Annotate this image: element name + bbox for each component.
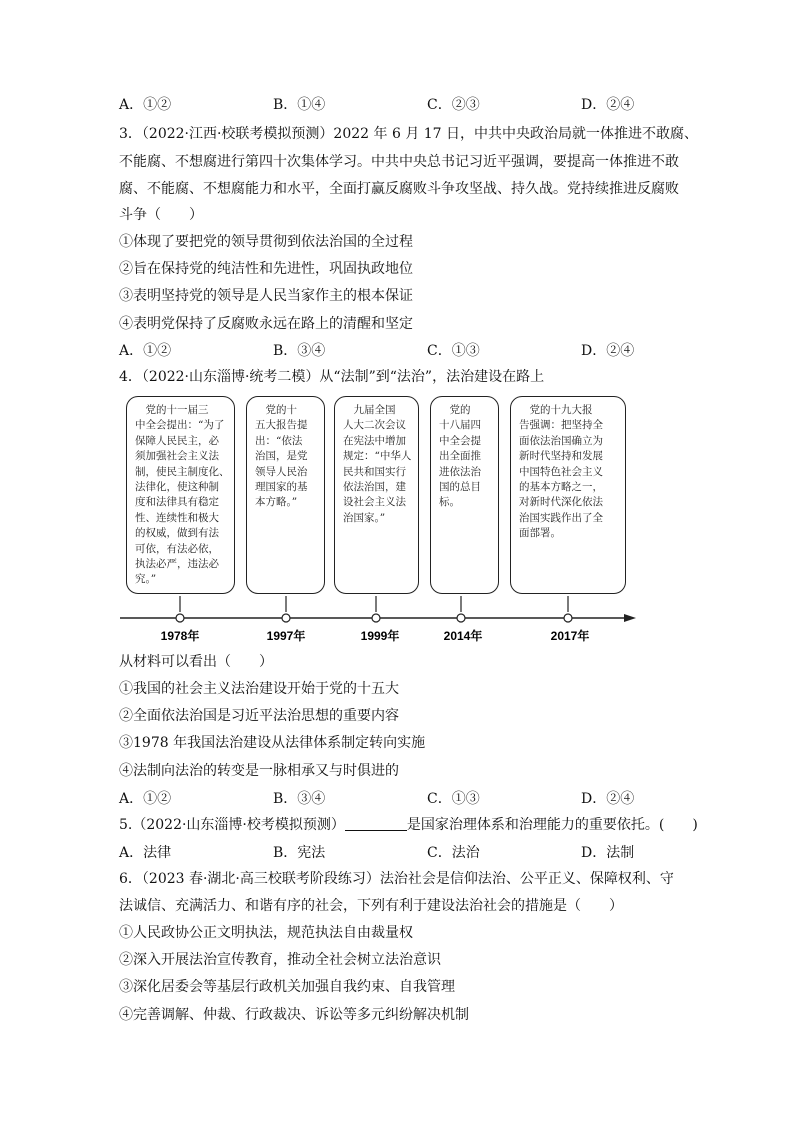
node-2017 [564, 614, 572, 622]
q2-options [119, 94, 679, 114]
timeline-bubble-1997: 党的十 五大报告提 出：“依法 治国，是党 领导人民治 理国家的基 本方略。” [246, 396, 325, 594]
q6-statement-2: ②深入开展法治宣传教育，推动全社会树立法治意识 [119, 952, 441, 968]
q4-statement-3: ③1978 年我国法治建设从法律体系制定转向实施 [119, 735, 426, 751]
q4-option-d[interactable]: D．②④ [581, 791, 635, 807]
timeline-bubble-1999: 九届全国 人大二次会议 在宪法中增加 规定：“中华人 民共和国实行 依法治国，建 设社会主义法 治国家。” [334, 396, 419, 594]
year-label-1999: 1999年 [360, 629, 400, 643]
q3-option-b[interactable]: B．③④ [273, 343, 326, 359]
q4-stem: 4．（2022·山东淄博·统考二模）从“法制”到“法治”，法治建设在路上 [119, 369, 545, 385]
q4-option-b[interactable]: B．③④ [273, 791, 326, 807]
year-label-2017: 2017年 [550, 629, 590, 643]
q6-statement-4: ④完善调解、仲裁、行政裁决、诉讼等多元纠纷解决机制 [119, 1007, 469, 1023]
q3-statement-1: ①体现了要把党的领导贯彻到依法治国的全过程 [119, 234, 413, 250]
timeline-bubble-1978: 党的十一届三 中全会提出：“为了 保障人民民主，必 须加强社会主义法 制，使民主制度化、 法律化，使这种制 度和法律具有稳定 性、连续性和极大 的权威，做到有法 可依，有法必依， 执法必严，违法必 究。” [126, 396, 235, 594]
q4-option-a[interactable]: A．①② [119, 791, 172, 807]
q2-option-d[interactable]: D．②④ [581, 97, 635, 113]
q3-statement-3: ③表明坚持党的领导是人民当家作主的根本保证 [119, 288, 413, 304]
q4-options [119, 788, 679, 808]
node-1999 [372, 614, 380, 622]
q3-option-c[interactable]: C．①③ [427, 343, 480, 359]
q6-statement-3: ③深化居委会等基层行政机关加强自我约束、自我管理 [119, 979, 455, 995]
q4-option-c[interactable]: C．①③ [427, 791, 480, 807]
q5-suffix: 是国家治理体系和治理能力的重要依托。( ) [406, 817, 698, 833]
q6-stem-line-1: 6．（2023 春·湖北·高三校联考阶段练习）法治社会是信仰法治、公平正义、保障权利、守 [119, 871, 674, 887]
q4-statement-1: ①我国的社会主义法治建设开始于党的十五大 [119, 681, 399, 697]
q6-stem-line-2: 法诚信、充满活力、和谐有序的社会，下列有利于建设法治社会的措施是（ ） [119, 898, 623, 914]
q5-option-b[interactable]: B．宪法 [273, 845, 326, 861]
q2-option-a[interactable]: A．①② [119, 97, 172, 113]
q3-stem-line-1: 3．（2022·江西·校联考模拟预测）2022 年 6 月 17 日，中共中央政治局就一体推进不敢腐、 [119, 126, 699, 142]
q5-stem [119, 815, 698, 835]
q2-option-c[interactable]: C．②③ [427, 97, 480, 113]
q5-options [119, 842, 679, 862]
q5-prefix: 5.（2022·山东淄博·校考模拟预测） [119, 817, 345, 833]
q4-statement-2: ②全面依法治国是习近平法治思想的重要内容 [119, 708, 399, 724]
q5-option-c[interactable]: C．法治 [427, 845, 480, 861]
q2-option-b[interactable]: B．①④ [273, 97, 326, 113]
q4-statement-4: ④法制向法治的转变是一脉相承又与时俱进的 [119, 763, 399, 779]
q3-stem-line-3: 腐、不能腐、不想腐能力和水平，全面打赢反腐败斗争攻坚战、持久战。党持续推进反腐败 [119, 181, 679, 197]
timeline-axis [118, 596, 638, 646]
node-1978 [176, 614, 184, 622]
q5-answer-blank[interactable] [345, 816, 407, 831]
q6-statement-1: ①人民政协公正文明执法，规范执法自由裁量权 [119, 925, 413, 941]
timeline-bubble-2017: 党的十九大报 告强调：把坚持全 面依法治国确立为 新时代坚持和发展 中国特色社会主义 的基本方略之一， 对新时代深化依法 治国实践作出了全 面部署。 [510, 396, 626, 594]
node-1997 [282, 614, 290, 622]
q5-option-a[interactable]: A．法律 [119, 845, 172, 861]
q3-stem-line-2: 不能腐、不想腐进行第四十次集体学习。中共中央总书记习近平强调，要提高一体推进不敢 [119, 154, 679, 170]
year-label-1978: 1978年 [160, 629, 200, 643]
q4-question: 从材料可以看出（ ） [119, 654, 273, 670]
timeline-bubble-2014: 党的 十八届四 中全会提 出全面推 进依法治 国的总目 标。 [430, 396, 499, 594]
q5-option-d[interactable]: D．法制 [581, 845, 635, 861]
axis-arrow-icon [624, 614, 636, 622]
q3-option-d[interactable]: D．②④ [581, 343, 635, 359]
year-label-2014: 2014年 [443, 629, 483, 643]
q3-statement-2: ②旨在保持党的纯洁性和先进性，巩固执政地位 [119, 261, 413, 277]
node-2014 [457, 614, 465, 622]
q3-stem-line-4: 斗争（ ） [119, 207, 203, 223]
q3-statement-4: ④表明党保持了反腐败永远在路上的清醒和坚定 [119, 316, 413, 332]
year-label-1997: 1997年 [266, 629, 306, 643]
q3-option-a[interactable]: A．①② [119, 343, 172, 359]
q3-options [119, 340, 679, 360]
